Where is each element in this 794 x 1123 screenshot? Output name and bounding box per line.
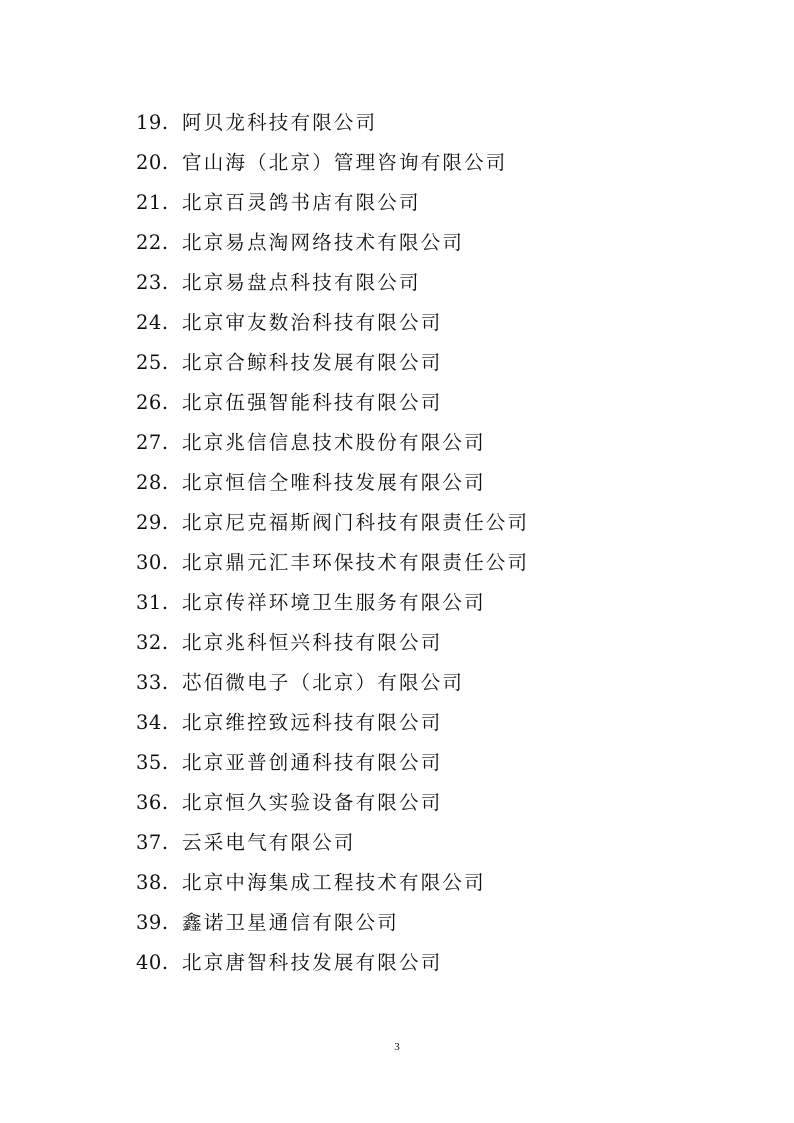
list-item	[136, 143, 529, 183]
company-name: 北京易盘点科技有限公司	[182, 271, 421, 294]
item-number: 28.	[136, 471, 169, 494]
item-number: 40.	[136, 951, 169, 974]
company-name: 北京兆信信息技术股份有限公司	[182, 431, 486, 454]
list-item	[136, 303, 529, 343]
company-name: 阿贝龙科技有限公司	[182, 111, 378, 134]
list-item	[136, 743, 529, 783]
item-number: 30.	[136, 551, 169, 574]
item-number: 25.	[136, 351, 169, 374]
company-name: 鑫诺卫星通信有限公司	[182, 911, 400, 934]
company-name: 芯佰微电子（北京）有限公司	[182, 671, 465, 694]
item-number: 35.	[136, 751, 169, 774]
list-item	[136, 783, 529, 823]
item-number: 37.	[136, 831, 169, 854]
list-item	[136, 183, 529, 223]
item-number: 36.	[136, 791, 169, 814]
list-item	[136, 103, 529, 143]
company-name: 北京审友数治科技有限公司	[182, 311, 443, 334]
item-number: 38.	[136, 871, 169, 894]
company-name: 北京尼克福斯阀门科技有限责任公司	[182, 511, 530, 534]
list-item	[136, 463, 529, 503]
list-item	[136, 543, 529, 583]
item-number: 19.	[136, 111, 169, 134]
company-name: 官山海（北京）管理咨询有限公司	[182, 151, 508, 174]
list-item	[136, 263, 529, 303]
item-number: 31.	[136, 591, 169, 614]
item-number: 34.	[136, 711, 169, 734]
company-name: 北京传祥环境卫生服务有限公司	[182, 591, 486, 614]
list-item	[136, 823, 529, 863]
list-item	[136, 423, 529, 463]
company-name: 北京维控致远科技有限公司	[182, 711, 443, 734]
item-number: 24.	[136, 311, 169, 334]
list-item	[136, 863, 529, 903]
item-number: 29.	[136, 511, 169, 534]
list-item	[136, 623, 529, 663]
company-name: 北京恒信仝唯科技发展有限公司	[182, 471, 486, 494]
item-number: 26.	[136, 391, 169, 414]
list-item	[136, 503, 529, 543]
company-name: 云采电气有限公司	[182, 831, 356, 854]
company-name: 北京伍强智能科技有限公司	[182, 391, 443, 414]
company-name: 北京恒久实验设备有限公司	[182, 791, 443, 814]
list-item	[136, 383, 529, 423]
company-name: 北京易点淘网络技术有限公司	[182, 231, 465, 254]
company-name: 北京唐智科技发展有限公司	[182, 951, 443, 974]
item-number: 23.	[136, 271, 169, 294]
list-item	[136, 223, 529, 263]
list-item	[136, 703, 529, 743]
item-number: 39.	[136, 911, 169, 934]
company-name: 北京兆科恒兴科技有限公司	[182, 631, 443, 654]
company-name: 北京鼎元汇丰环保技术有限责任公司	[182, 551, 530, 574]
item-number: 20.	[136, 151, 169, 174]
item-number: 27.	[136, 431, 169, 454]
list-item	[136, 943, 529, 983]
item-number: 33.	[136, 671, 169, 694]
page-number: 3	[394, 1041, 400, 1053]
list-item	[136, 583, 529, 623]
company-name: 北京百灵鸽书店有限公司	[182, 191, 421, 214]
company-name: 北京中海集成工程技术有限公司	[182, 871, 486, 894]
company-name: 北京亚普创通科技有限公司	[182, 751, 443, 774]
item-number: 32.	[136, 631, 169, 654]
list-item	[136, 903, 529, 943]
item-number: 21.	[136, 191, 169, 214]
list-item	[136, 663, 529, 703]
company-name: 北京合鲸科技发展有限公司	[182, 351, 443, 374]
company-list	[136, 103, 529, 983]
item-number: 22.	[136, 231, 169, 254]
list-item	[136, 343, 529, 383]
